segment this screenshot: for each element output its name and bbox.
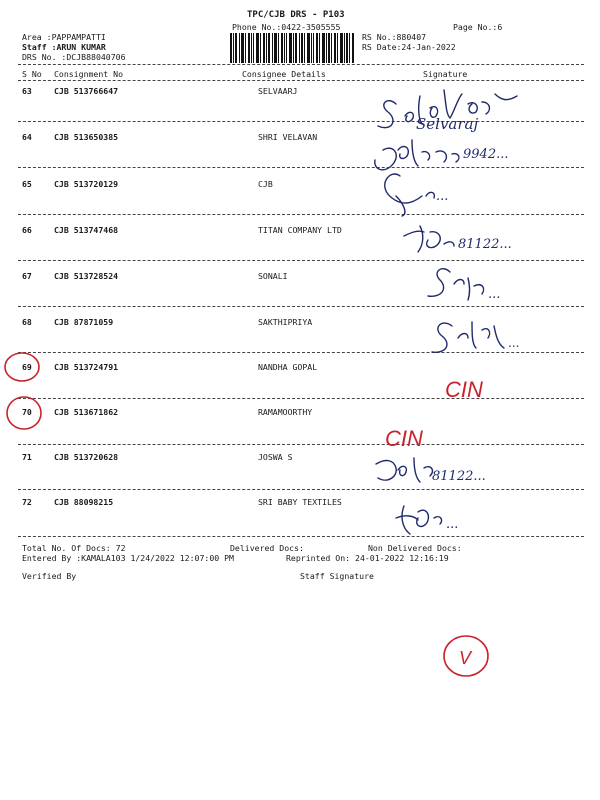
row-72-sno: 72 — [22, 497, 32, 507]
row-66-consignment: CJB 513747468 — [54, 225, 119, 235]
row-divider — [18, 306, 584, 307]
row-67-consignee: SONALI — [258, 271, 288, 281]
cin-annotation-1: CIN — [445, 377, 483, 402]
drs-number: DRS No. :DCJB88040706 — [22, 52, 126, 62]
row-64-consignment: CJB 513650385 — [54, 132, 119, 142]
row-divider — [18, 260, 584, 261]
row-70-consignee: RAMAMOORTHY — [258, 407, 313, 417]
staff-label: Staff :ARUN KUMAR — [22, 42, 106, 52]
row-63-sno: 63 — [22, 86, 32, 96]
row-71-sno: 71 — [22, 452, 32, 462]
row-divider — [18, 398, 584, 399]
header-divider-top — [18, 64, 584, 65]
row-divider — [18, 121, 584, 122]
row-63-consignment: CJB 513766647 — [54, 86, 119, 96]
row-72-consignee: SRI BABY TEXTILES — [258, 497, 342, 507]
row-69-consignee: NANDHA GOPAL — [258, 362, 318, 372]
row-71-consignment: CJB 513720628 — [54, 452, 119, 462]
row-65-consignee: CJB — [258, 179, 273, 189]
cin-annotation-2: CIN — [385, 426, 423, 451]
row-66-sno: 66 — [22, 225, 32, 235]
row-69-sno: 69 — [22, 362, 32, 372]
row-68-sno: 68 — [22, 317, 32, 327]
signature-68-text: ... — [508, 336, 520, 350]
row-64-sno: 64 — [22, 132, 32, 142]
rs-date: RS Date:24-Jan-2022 — [362, 42, 456, 52]
signature-72 — [396, 506, 442, 534]
total-docs: Total No. Of Docs: 72 — [22, 543, 126, 553]
signature-71 — [376, 458, 432, 482]
row-divider — [18, 536, 584, 537]
page-number: Page No.:6 — [453, 22, 503, 32]
row-68-consignee: SAKTHIPRIYA — [258, 317, 313, 327]
header-divider-bottom — [18, 80, 584, 81]
barcode-image — [230, 33, 354, 63]
row-71-consignee: JOSWA S — [258, 452, 293, 462]
red-circle-check — [444, 636, 488, 676]
delivered-docs: Delivered Docs: — [230, 543, 304, 553]
column-header-signature: Signature — [423, 69, 468, 79]
signature-63-text: Selvaraj — [416, 115, 479, 133]
row-70-consignment: CJB 513671862 — [54, 407, 119, 417]
signature-68 — [432, 322, 504, 352]
signature-66 — [404, 226, 454, 252]
signature-64-text: 9942... — [463, 147, 509, 162]
column-header-consignee: Consignee Details — [242, 69, 326, 79]
area-label: Area :PAPPAMPATTI — [22, 32, 106, 42]
row-divider — [18, 167, 584, 168]
signature-67 — [428, 269, 484, 300]
row-66-consignee: TITAN COMPANY LTD — [258, 225, 342, 235]
row-72-consignment: CJB 88098215 — [54, 497, 114, 507]
row-63-consignee: SELVAARJ — [258, 86, 298, 96]
column-header-consignment: Consignment No — [54, 69, 124, 79]
row-67-sno: 67 — [22, 271, 32, 281]
staff-signature-label: Staff Signature — [300, 571, 374, 581]
rs-number: RS No.:880407 — [362, 32, 427, 42]
row-69-consignment: CJB 513724791 — [54, 362, 119, 372]
row-65-consignment: CJB 513720129 — [54, 179, 119, 189]
signature-71-text: 81122... — [432, 469, 486, 484]
check-mark: V — [459, 648, 472, 668]
column-header-sno: S No — [22, 69, 42, 79]
row-67-consignment: CJB 513728524 — [54, 271, 119, 281]
row-divider — [18, 352, 584, 353]
row-65-sno: 65 — [22, 179, 32, 189]
document-title: TPC/CJB DRS - P103 — [247, 10, 345, 20]
signature-72-text: ... — [446, 517, 459, 532]
row-70-sno: 70 — [22, 407, 32, 417]
signature-66-text: 81122... — [458, 237, 512, 252]
signature-67-text: ... — [488, 287, 501, 302]
verified-by-label: Verified By — [22, 571, 77, 581]
row-divider — [18, 444, 584, 445]
signature-65 — [385, 174, 435, 216]
entered-by: Entered By :KAMALA103 1/24/2022 12:07:00 PM — [22, 553, 234, 563]
phone-number: Phone No.:0422-3505555 — [232, 22, 341, 32]
non-delivered-docs: Non Delivered Docs: — [368, 543, 462, 553]
signature-64 — [375, 140, 459, 170]
row-68-consignment: CJB 87871059 — [54, 317, 114, 327]
signature-65-text: ... — [436, 189, 449, 204]
row-64-consignee: SHRI VELAVAN — [258, 132, 318, 142]
row-divider — [18, 489, 584, 490]
reprinted-on: Reprinted On: 24-01-2022 12:16:19 — [286, 553, 449, 563]
row-divider — [18, 214, 584, 215]
